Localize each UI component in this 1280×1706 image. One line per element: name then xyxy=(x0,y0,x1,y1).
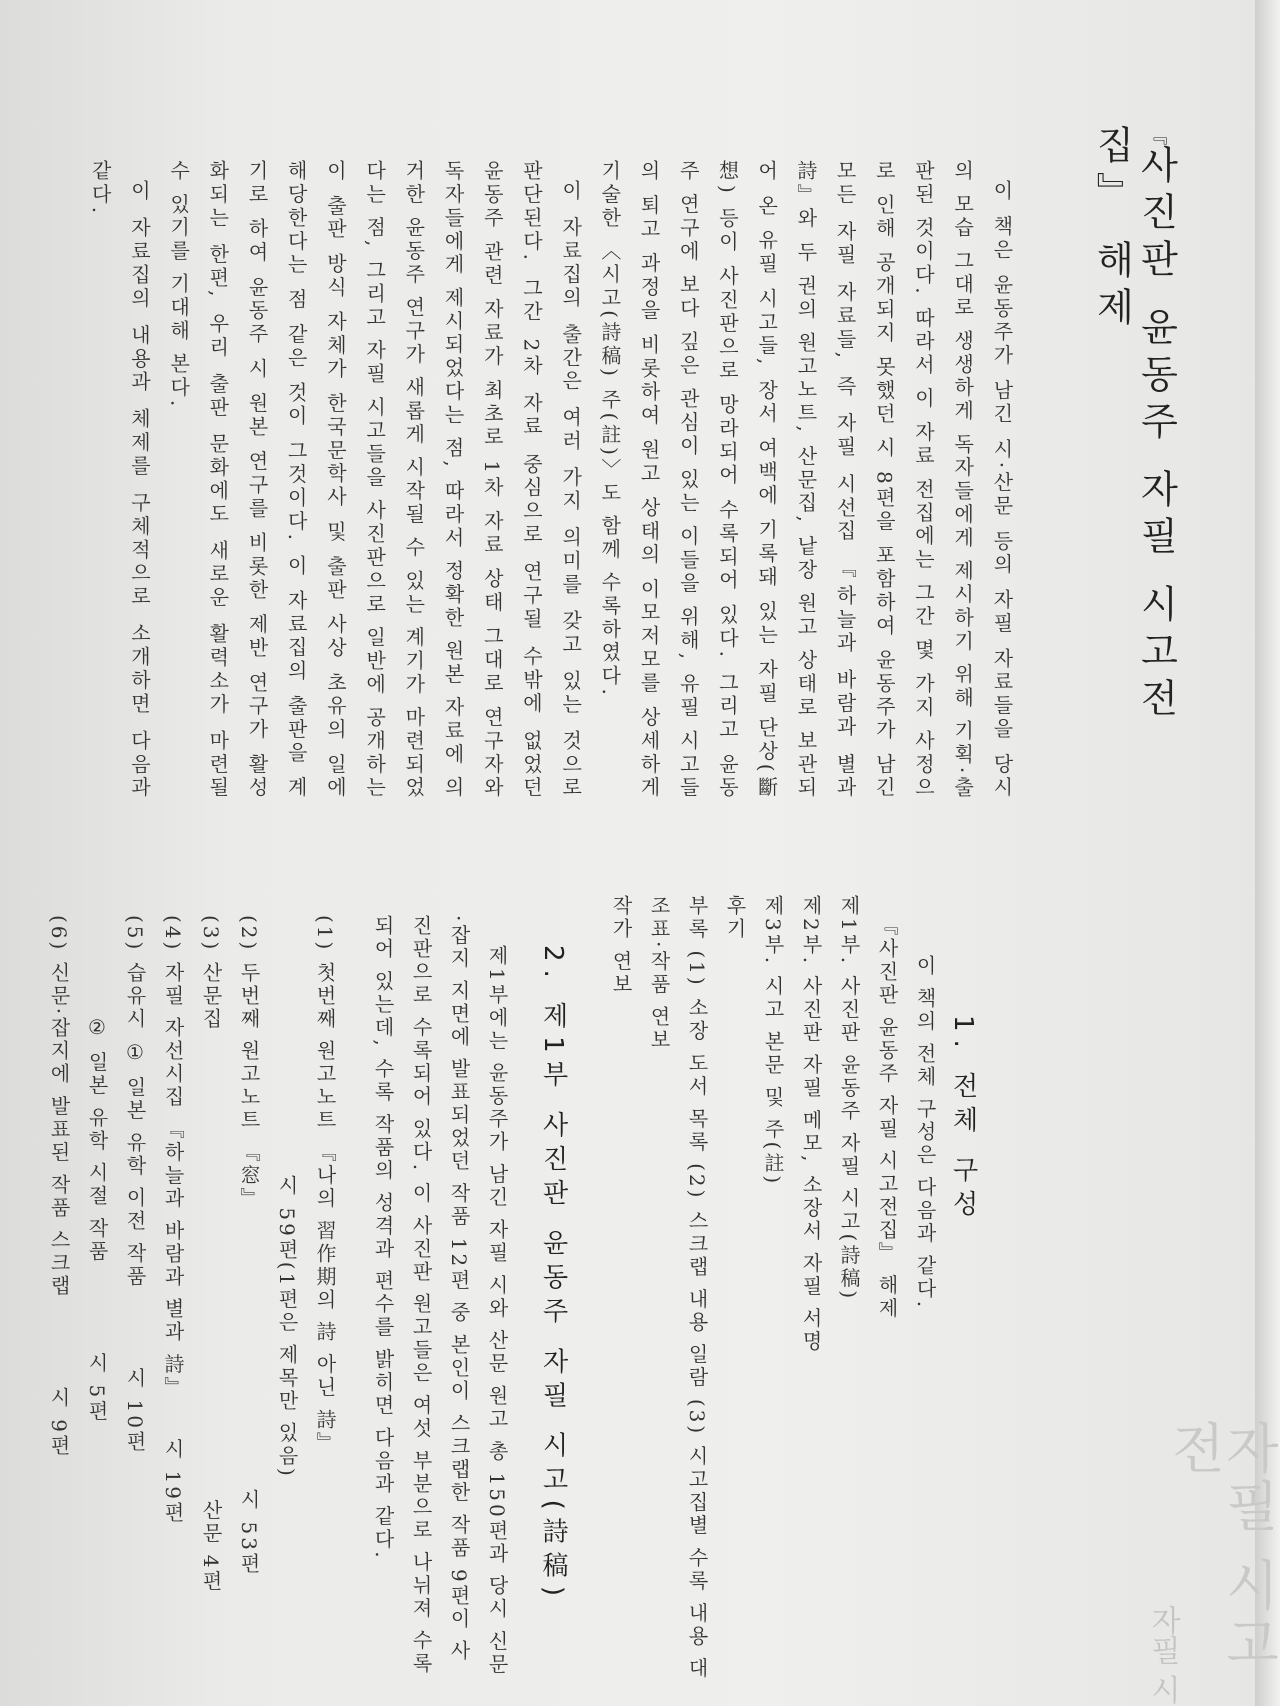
section2-list-item-2 xyxy=(230,895,268,1685)
section1-item: 부록 (1) 소장 도서 목록 (2) 스크랩 내용 일람 (3) 시고집별 수록 내용 대조표·작품 연보 xyxy=(647,895,709,1681)
list-label: ② 일본 유학 시절 작품 xyxy=(85,1015,109,1264)
intro-paragraph-2: 이 자료집의 출간은 여러 가지 의미를 갖고 있는 것으로 판단된다. 그간 2차 자료 중심으로 연구될 수밖에 없었던 윤동주 관련 자료가 최초로 1차 자료 상태 그대로 연구자와 독자들에게 제시되었다는 점, 따라서 정확한 원본 자료에 의거한 윤동주 연구가 새롭게 시작될 수 있는 계기가 마련되었다는 점, 그리고 자필 시고들을 사진판으로 일반에 공개하는 이 출판 방식 자체가 한국문학사 및 출판 사상 초유의 일에 해당한다는 점 같은 것이 그것이다. 이 자료집의 출판을 계기로 하여 윤동주 시 원본 연구를 비롯한 제반 연구가 활성화되는 한편, 우리 출판 문화에도 새로운 활력소가 마련될 수 있기를 기대해 본다. xyxy=(166,160,583,800)
section1-heading: 1. 전체 구성 xyxy=(948,1015,978,1225)
intro-paragraph-3: 이 자료집의 내용과 체제를 구체적으로 소개하면 다음과 같다. xyxy=(88,160,152,800)
section2-list-item-4 xyxy=(154,895,192,1685)
list-label: (3) 산문집 xyxy=(199,915,223,1031)
title-mark: 『 xyxy=(1144,125,1168,145)
bleed-through-text-small: 자필 시 xyxy=(1145,1605,1180,1705)
section1-lead: 이 책의 전체 구성은 다음과 같다. xyxy=(913,955,937,1311)
section2-list-item-1 xyxy=(306,895,344,1685)
list-label: (6) 신문·잡지에 발표된 작품 스크랩 xyxy=(47,915,71,1299)
page-title xyxy=(1090,125,1178,785)
list-label: (5) 습유시 ① 일본 유학 이전 작품 xyxy=(123,915,147,1289)
title-text: 사진판 윤동주 자필 시고전집』 해제 xyxy=(1090,125,1178,726)
intro-paragraph-1: 이 책은 윤동주가 남긴 시·산문 등의 자필 자료들을 당시의 모습 그대로 생생하게 독자들에게 제시하기 위해 기획·출판된 것이다. 따라서 이 자료 전집에는 그간 몇 가지 사정으로 인해 공개되지 못했던 시 8편을 포함하여 윤동주가 남긴 모든 자필 자료들, 즉 자필 시선집 『하늘과 바람과 별과 詩』와 두 권의 원고노트, 산문집, 낱장 원고 상태로 보관되어 온 유필 시고들, 장서 여백에 기록돼 있는 자필 단상(斷想) 등이 사진판으로 망라되어 수록되어 있다. 그리고 윤동주 연구에 보다 깊은 관심이 있는 이들을 위해, 유필 시고들의 퇴고 과정을 비롯하여 원고 상태의 이모저모를 상세하게 기술한 〈시고(詩稿) 주(註)〉도 함께 수록하였다. xyxy=(597,160,1014,800)
structure-text xyxy=(40,895,982,1685)
section1-item: 제1부. 사진판 윤동주 자필 시고(詩稿) xyxy=(837,895,861,1302)
section1-item: 『사진판 윤동주 자필 시고전집』 해제 xyxy=(875,915,899,1321)
list-label: (1) 첫번째 원고노트 『나의 習作期의 詩 아닌 詩』 xyxy=(313,915,337,1455)
section2-heading: 2. 제1부 사진판 윤동주 자필 시고(詩稿) xyxy=(538,945,568,1604)
section1-item: 후기 xyxy=(723,895,747,941)
section1-item: 제3부. 시고 본문 및 주(註) xyxy=(761,895,785,1187)
list-label: (2) 두번째 원고노트 『窓』 xyxy=(237,915,261,1211)
section1-item: 제2부. 사진판 자필 메모, 소장서 자필 서명 xyxy=(799,895,823,1354)
section2-list-item-6 xyxy=(78,895,116,1685)
list-count: 시 19편 xyxy=(161,1438,185,1526)
list-count: 시 53편 xyxy=(237,1489,261,1576)
section2-list-item-3 xyxy=(192,895,230,1685)
list-count: 산문 4편 xyxy=(199,1499,223,1594)
section2-list-item-7 xyxy=(40,895,78,1685)
section2-list-item-1b xyxy=(268,895,306,1685)
list-count: 시 59편(1편은 제목만 있음) xyxy=(275,1175,299,1479)
list-count: 시 5편 xyxy=(85,1352,109,1424)
section1-item: 작가 연보 xyxy=(609,895,633,997)
section2-body: 제1부에는 윤동주가 남긴 자필 시와 산문 원고 총 150편과 당시 신문·잡지 지면에 발표되었던 작품 12편 중 본인이 스크랩한 작품 9편이 사진판으로 수록되어 있다. 이 사진판 원고들은 여섯 부분으로 나뉘져 수록되어 있는데, 수록 작품의 성격과 편수를 밝히면 다음과 같다. xyxy=(371,915,509,1677)
list-count: 시 10편 xyxy=(123,1367,147,1455)
section2-list-item-5 xyxy=(116,895,154,1685)
list-count: 시 9편 xyxy=(47,1386,71,1458)
intro-text xyxy=(80,160,1021,800)
bleed-through-text: 자필 시고전 xyxy=(1163,1420,1280,1674)
list-label: (4) 자필 자선시집 『하늘과 바람과 별과 詩』 xyxy=(161,915,185,1400)
